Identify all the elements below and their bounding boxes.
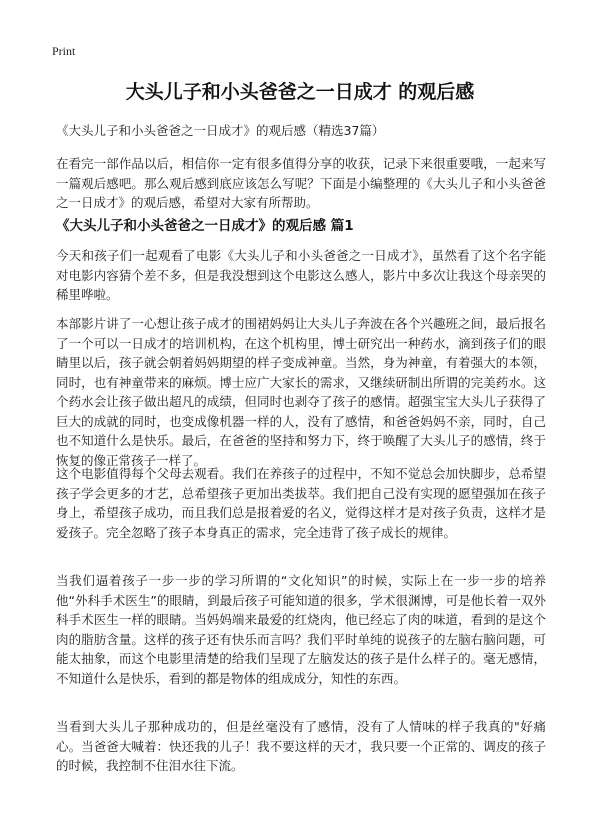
section-title: 《大头儿子和小头爸爸之一日成才》的观后感 篇1 bbox=[56, 218, 354, 234]
body-paragraph: 这个电影值得每个父母去观看。我们在养孩子的过程中，不知不觉总会加快脚步，总希望孩子学会更多的才艺，总希望孩子更加出类拔萃。我们把自己没有实现的愿望强加在孩子身上，希望孩子成功，而且我们总是报着爱的名义，觉得这样才是对孩子负责，这样才是爱孩子。完全忽略了孩子本身真正的需求，完全违背了孩子成长的规律。 bbox=[56, 466, 546, 540]
body-paragraph: 当我们逼着孩子一步一步的学习所谓的“文化知识”的时候，实际上在一步一步的培养他“外科手术医生”的眼睛，到最后孩子可能知道的很多，学术很渊博，可是他长着一双外科手术医生一样的眼睛。当妈妈端来最爱的红烧肉，他已经忘了肉的味道，看到的是这个肉的脂肪含量。这样的孩子还有快乐而言吗？我们平时单纯的说孩子的左脑右脑问题，可能太抽象，而这个电影里清楚的给我们呈现了左脑发达的孩子是什么样子的。毫无感情，不知道什么是快乐，看到的都是物体的组成成分，知性的东西。 bbox=[56, 573, 546, 686]
print-link[interactable]: Print bbox=[52, 44, 76, 58]
page-title: 大头儿子和小头爸爸之一日成才 的观后感 bbox=[125, 81, 475, 103]
body-paragraph: 本部影片讲了一心想让孩子成才的围裙妈妈让大头儿子奔波在各个兴趣班之间，最后报名了一个可以一日成才的培训机构，在这个机构里，博士研究出一种药水，滴到孩子们的眼睛里以后，孩子就会朝着妈妈期望的样子变成神童。当然，身为神童，有着强大的本领，同时，也有神童带来的麻烦。博士应广大家长的需求，又继续研制出所谓的完美药水。这个药水会让孩子做出超凡的成绩，但同时也剥夺了孩子的感情。超强宝宝大头儿子获得了巨大的成就的同时，也变成像机器一样的人，没有了感情，和爸爸妈妈不亲，同时，自己也不知道什么是快乐。最后，在爸爸的坚持和努力下，终于唤醒了大头儿子的感情，终于恢复的像正常孩子一样了。 bbox=[56, 316, 546, 468]
body-paragraph: 当看到大头儿子那种成功的，但是丝毫没有了感情，没有了人情味的样子我真的"好痛心。当爸爸大喊着：快还我的儿子！我不要这样的天才，我只要一个正常的、调皮的孩子的时候，我控制不住泪水往下流。 bbox=[56, 719, 546, 773]
document-subtitle: 《大头儿子和小头爸爸之一日成才》的观后感（精选37篇） bbox=[56, 123, 385, 138]
body-paragraph: 今天和孩子们一起观看了电影《大头儿子和小头爸爸之一日成才》，虽然看了这个名字能对电影内容猜个差不多，但是我没想到这个电影这么感人，影片中多次让我这个母亲哭的稀里哗啦。 bbox=[56, 248, 546, 302]
intro-paragraph: 在看完一部作品以后，相信你一定有很多值得分享的收获，记录下来很重要哦，一起来写一篇观后感吧。那么观后感到底应该怎么写呢？下面是小编整理的《大头儿子和小头爸爸之一日成才》的观后感，希望对大家有所帮助。 bbox=[56, 156, 546, 210]
